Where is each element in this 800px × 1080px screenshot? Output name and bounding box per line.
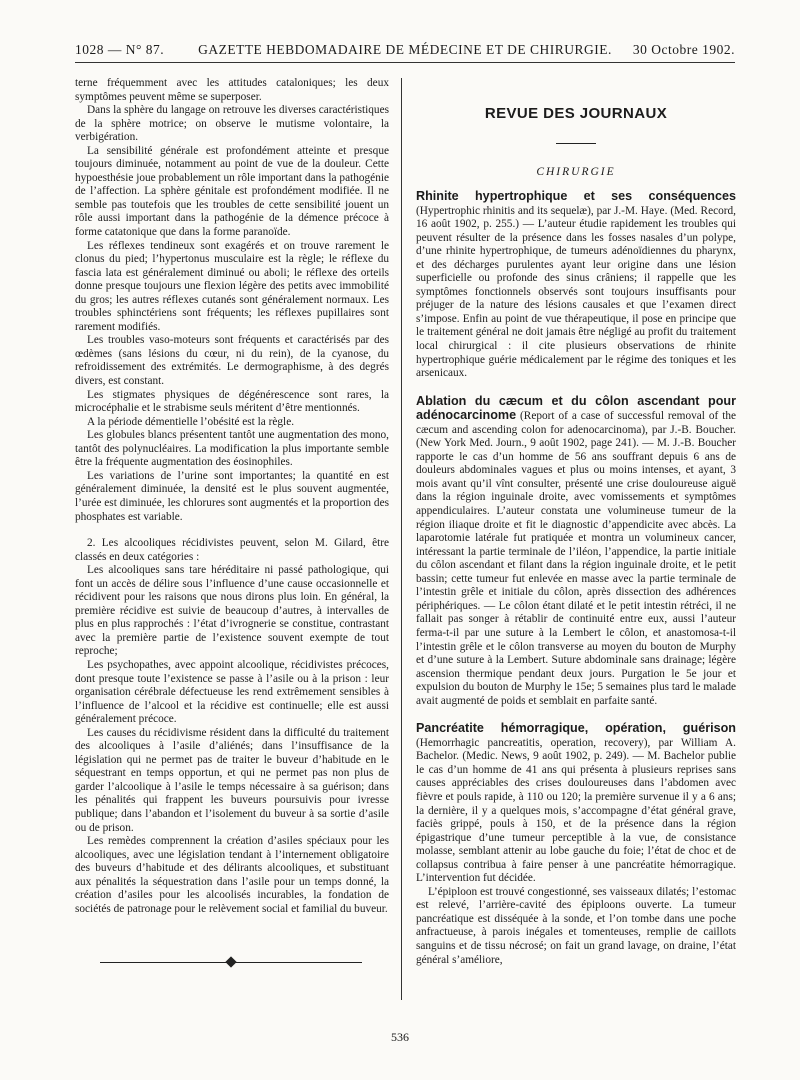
diamond-icon (225, 956, 236, 967)
article-body: (Hemorrhagic pancreatitis, operation, recovery), par William A. Bachelor. (Medic. News, 9 août 1902, p. 249). — M. Bachelor publie le cas d’un homme de 41 ans qui présenta à plusieurs reprises sans causes appréciables des crises douloureuses dans l’abdomen avec fièvre et pouls rapide, à 110 ou 120; la première survenue il y a 6 ans; la dernière, il y a quelques mois, s’accompagne d’état général grave, faciès grippé, pouls à 150, et de la présence dans la région épigastrique d’une tumeur perceptible à la vue, de consistance molasse, semblant attenir au lobe gauche du foie; l’état de choc et de collapsus contribua à faire penser à une pancréatite hémorragique. L’intervention fut décidée. (416, 736, 736, 885)
section-title: REVUE DES JOURNAUX (484, 105, 668, 122)
paragraph: Les psychopathes, avec appoint alcoolique, récidivistes précoces, dont presque toute l’existence se passe à l’asile ou à la prison : leur organisation cérébrale défectueuse les rend extrêmement sensibles à l’influence de l’alcool et la récidive est continuelle; elle est aussi généralement précoce. (75, 658, 389, 726)
paragraph: Les remèdes comprennent la création d’asiles spéciaux pour les alcooliques, avec une législation tendant à l’internement obligatoire des buveurs d’habitude et des délirants alcooliques, et substituant aux pénalités la séquestration dans l’asile pour un temps donné, la création d’asiles pour les alcoolisés incurables, la fondation de sociétés de patronage pour le relèvement social et familial du buveur. (75, 835, 389, 915)
paragraph: Les réflexes tendineux sont exagérés et on trouve rarement le clonus du pied; l’hypertonus musculaire est la règle; le réflexe du fascia lata est généralement diminué ou aboli; le réflexe des orteils donne presque toujours une flexion légère des petits avec immobilité du gros; les autres réflexes cutanés sont généralement normaux. Les troubles sphinctériens sont fréquents; les réflexes pupillaires sont rarement modifiés. (75, 239, 389, 333)
article-body: (Report of a case of successful removal of the cæcum and ascending colon for adenocarcinoma), par J.-B. Boucher. (New York Med. Journ., 9 août 1902, page 241). — M. J.-B. Boucher rapporte le cas d’un homme de 56 ans souffrant depuis 6 ans de douleurs abdominales vagues et plus ou moins intenses, et ayant, 3 mois avant qu’il vînt consulter, présenté une crise douloureuse aiguë dans la région inguinale droite, avec vomissements et symptômes appendiculaires. L’auteur constata une volumineuse tumeur de la région iliaque droite et fit le diagnostic d’appendicite avec abcès. La laparotomie latérale fut pratiquée et montra un volumineux cancer, intéressant la partie terminale de l’iléon, l’appendice, la partie initiale du côlon ascendant et filant dans la région inguinale droite, et le petit bassin; cette tumeur fut enlevée en masse avec la partie terminale de l’intestin grêle et initiale du côlon, après dissection des adhérences périphériques. — Le côlon étant dilaté et le petit intestin rétréci, il ne fallait pas songer à rétablir de continuité entre eux, aussi l’auteur ferma-t-il par une suture à la Lembert le côlon, et anastomosa-t-il l’intestin grêle et le côlon transverse au moyen du bouton de Murphy et d’une suture à la Lembert. Suture abdominale sans drainage; légère ascension thermique pendant deux jours. Purgation le 5e jour et expulsion du bouton de Murphy le 15e; 5 semaines plus tard le malade avait augmenté de poids et semblait en parfaite santé. (416, 410, 737, 707)
article (416, 190, 736, 381)
issue-number: 1028 — N° 87. (75, 42, 165, 57)
paragraph: A la période démentielle l’obésité est la règle. (87, 415, 295, 428)
journal-title: GAZETTE HEBDOMADAIRE DE MÉDECINE ET DE CHIRURGIE. (198, 42, 612, 57)
article-title: Ablation du cæcum et du côlon ascendant pour adénocarcinome (416, 393, 736, 423)
paragraph: 2. Les alcooliques récidivistes peuvent, selon M. Gilard, être classés en deux catégories : (75, 537, 389, 563)
paragraph: Les troubles vaso-moteurs sont fréquents et caractérisés par des œdèmes (sans lésions du cœur, ni du rein), de la cyanose, du refroidissement des extrémités. Le dermographisme, à des degrés divers, est constant. (75, 334, 389, 388)
title-rule (556, 143, 596, 144)
paragraph: Les causes du récidivisme résident dans la difficulté du traitement des alcooliques à l’asile d’aliénés; dans l’insuffisance de la législation qui ne permet pas de traiter le buveur d’habitude en le séquestrant en temps opportun, et qui ne permet pas non plus de garder l’alcoolique à l’asile le temps nécessaire à sa guérison; dans les pénalités qui frappent les buveurs poursuivis pour ivresse publique; dans l’abandon et l’isolement du buveur à sa sortie d’asile ou de prison. (75, 726, 389, 834)
paragraph: L’épiploon est trouvé congestionné, ses vaisseaux dilatés; l’estomac est relevé, l’arrière-cavité des épiploons ouverte. La tumeur pancréatique est disséquée à la sonde, et l’on tombe dans une poche anfractueuse, à parois inégales et tomenteuses, remplie de caillots sanguins et de tissu nécrosé; on fait un grand lavage, on draine, l’état général s’améliore, (416, 885, 736, 966)
paragraph: La sensibilité générale est profondément atteinte et presque toujours diminuée, notamment au point de vue de la douleur. Cette hypoesthésie joue probablement un rôle important dans la pathogénie de l’affection. La sphère génitale est profondément modifiée. Il ne semble pas toutefois que les troubles de cette sensibilité jouent un rôle aussi important dans la pathogénie de la démence précoce à forme catatonique que dans la forme paranoïde. (75, 144, 389, 239)
article (416, 722, 736, 886)
paragraph: Dans la sphère du langage on retrouve les diverses caractéristiques de la sphère motrice; on observe le mutisme volontaire, la verbigération. (75, 104, 389, 144)
paragraph: Les alcooliques sans tare héréditaire ni passé pathologique, qui font un accès de délire sous l’influence d’une cause occasionnelle et récidivent pour les raisons que nous dirons plus loin. En général, la première récidive est suivie de beaucoup d’autres, à intervalles de plus en plus rapprochés : l’état d’ivrognerie se constitue, contrastant avec la première partie de l’existence souvent exempte de tout reproche; (75, 564, 389, 658)
issue-date: 30 Octobre 1902. (632, 42, 735, 57)
article-body: (Hypertrophic rhinitis and its sequelæ), par J.-M. Haye. (Med. Record, 16 août 1902, p. 255.) — L’auteur étudie rapidement les troubles qui peuvent résulter de la présence dans les fosses nasales d’un polype, d’une rhinite hypertrophique, de tumeurs adénoïdiennes du pharynx, et des décharges purulentes ayant leur origine dans une lésion superficielle ou profonde des sinus crâniens; il rappelle que les symptômes fonctionnels observés sont toujours insuffisants pour préjuger de la nature des lésions causales et que l’examen direct s’impose. Enfin au point de vue thérapeutique, il pose en principe que le traitement général ne doit jamais être négligé au profit du traitement local chirurgical : il cite plusieurs observations de rhinite hypertrophique guérie médicalement par le régime des toniques et les arsenicaux. (416, 204, 736, 380)
left-column (75, 77, 389, 916)
article-title: Pancréatite hémorragique, opération, guérison (416, 721, 736, 736)
page-number: 536 (391, 1030, 409, 1044)
subsection-heading: CHIRURGIE (536, 166, 616, 178)
column-divider (401, 78, 402, 1000)
running-header (75, 42, 735, 63)
paragraph: Les variations de l’urine sont importantes; la quantité en est généralement diminuée, la densité est le plus souvent augmentée, l’urée est diminuée, les chlorures sont augmentés et la proportion des phosphates est variable. (75, 469, 389, 523)
article-title: Rhinite hypertrophique et ses conséquences (416, 189, 736, 203)
paragraph: Les stigmates physiques de dégénérescence sont rares, la microcéphalie et le strabisme seuls méritent d’être mentionnés. (75, 388, 389, 415)
paragraph: terne fréquemment avec les attitudes cataloniques; les deux symptômes peuvent même se superposer. (75, 77, 389, 103)
paragraph: Les globules blancs présentent tantôt une augmentation des mono, tantôt des polynucléaires. La modification la plus importante semble être la fréquente augmentation des éosinophiles. (75, 429, 389, 469)
article (416, 395, 736, 709)
right-column (416, 77, 736, 967)
section-end-ornament (100, 958, 362, 968)
